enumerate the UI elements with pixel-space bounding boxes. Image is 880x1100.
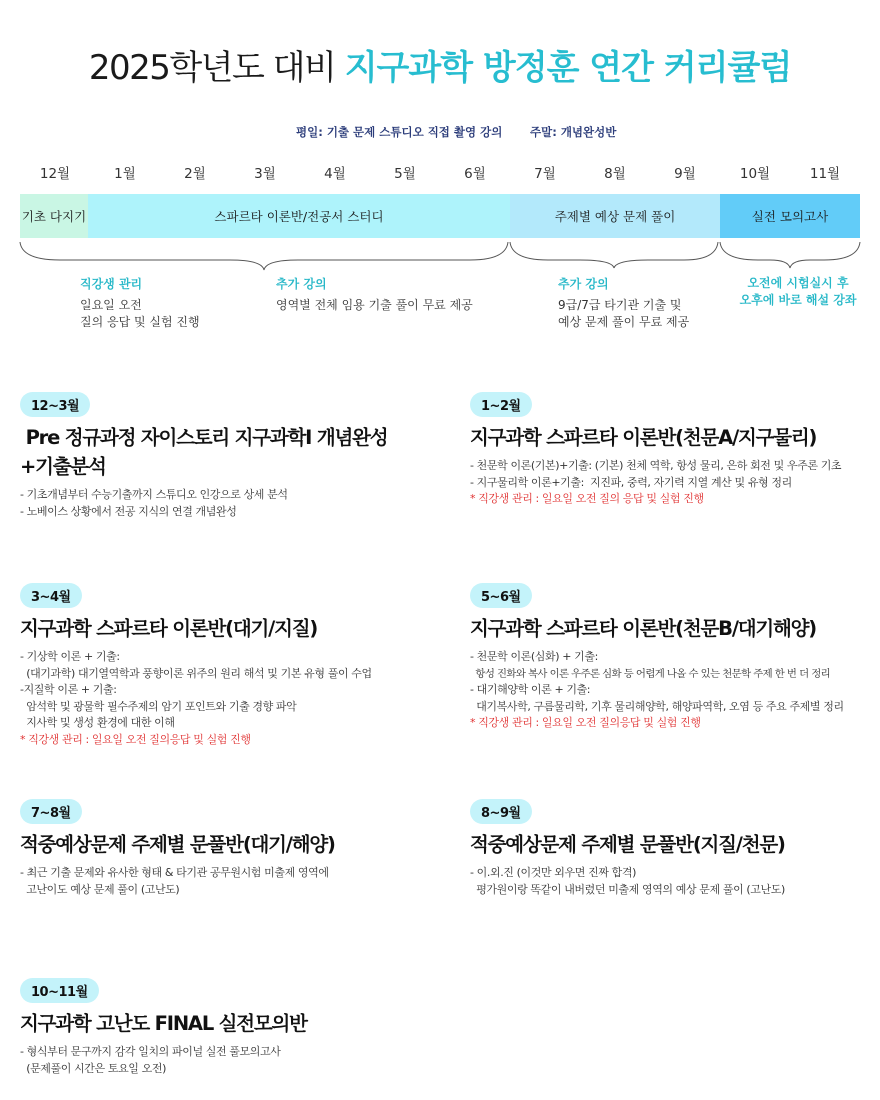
course-title-line: +기출분석 [20, 455, 106, 478]
course-details [20, 1044, 440, 1077]
period-badge: 12~3월 [20, 392, 90, 417]
course-block [20, 799, 440, 898]
course-title [20, 1009, 440, 1038]
month-label: 12월 [39, 166, 71, 182]
month-label: 4월 [324, 166, 346, 182]
course-detail-line: - 형식부터 문구까지 감각 일치의 파이널 실전 풀모의고사 [20, 1045, 281, 1058]
title-accent: 지구과학 방정훈 연간 커리큘럼 [344, 48, 792, 88]
course-detail-line: * 직강생 관리 : 일요일 오전 질의응답 및 실험 진행 [20, 732, 251, 746]
course-detail-line: * 직강생 관리 : 일요일 오전 질의응답 및 실험 진행 [470, 716, 701, 729]
course-title-line: Pre 정규과정 자이스토리 지구과학I 개념완성 [20, 426, 388, 449]
course-details [20, 865, 440, 898]
course-title [20, 423, 440, 481]
month-label: 11월 [809, 166, 841, 182]
course-block [470, 799, 875, 898]
timeline-segment-sparta [88, 194, 510, 238]
course-block [20, 392, 440, 520]
course-detail-line: - 천문학 이론(기본)+기출: (기본) 천체 역학, 항성 물리, 은하 회전 및 우주론 기초 [470, 459, 842, 472]
note-heading [730, 275, 866, 309]
period-badge: 1~2월 [470, 392, 532, 417]
course-title-line: 지구과학 스파르타 이론반(천문A/지구물리) [470, 426, 817, 449]
course-title-line: 지구과학 고난도 FINAL 실전모의반 [20, 1012, 307, 1035]
note-line: 예상 문제 풀이 무료 제공 [558, 315, 690, 329]
course-detail-line: 고난이도 예상 문제 풀이 (고난도) [20, 882, 180, 896]
period-badge: 3~4월 [20, 583, 82, 608]
course-detail-line: (문제풀이 시간은 토요일 오전) [20, 1061, 166, 1075]
period-badge: 10~11월 [20, 978, 99, 1003]
note-line: 일요일 오전 [80, 298, 142, 312]
month-label: 6월 [464, 166, 486, 182]
course-detail-line: - 천문학 이론(심화) + 기출: [470, 650, 598, 663]
course-title-line: 지구과학 스파르타 이론반(천문B/대기해양) [470, 617, 817, 640]
course-detail-line: * 직강생 관리 : 일요일 오전 질의 응답 및 실험 진행 [470, 492, 704, 505]
period-badge: 5~6월 [470, 583, 532, 608]
course-details [470, 649, 875, 732]
timeline-segment-label: 기초 다지기 [21, 209, 87, 224]
course-detail-line: - 기상학 이론 + 기출: [20, 650, 120, 663]
note-heading: 추가 강의 [558, 277, 609, 291]
timeline-segment-topic [510, 194, 720, 238]
timeline-segment-label: 스파르타 이론반/전공서 스터디 [214, 209, 384, 224]
course-details [470, 865, 875, 898]
note-heading: 추가 강의 [276, 277, 327, 291]
timeline-segment-label: 실전 모의고사 [751, 209, 829, 224]
note-line: 영역별 전체 임용 기출 풀이 무료 제공 [276, 298, 473, 312]
course-detail-line: - 이.외.진 (이것만 외우면 진짜 합격) [470, 866, 636, 879]
course-detail-line: 암석학 및 광물학 필수주제의 암기 포인트와 기출 경향 파악 [20, 699, 297, 713]
timeline-segment-label: 주제별 예상 문제 풀이 [554, 209, 676, 224]
title-year: 2025학년도 대비 [88, 48, 336, 88]
course-block [20, 978, 440, 1077]
month-label: 1월 [114, 166, 136, 182]
course-block [20, 583, 440, 748]
course-detail-line: - 최근 기출 문제와 유사한 형태 & 타기관 공무원시험 미출제 영역에 [20, 866, 329, 879]
course-detail-line: 대기복사학, 구름물리학, 기후 물리해양학, 해양파역학, 오염 등 주요 주제별 정리 [470, 699, 844, 713]
note-line: 오전에 시험실시 후 [747, 276, 849, 290]
period-badge: 7~8월 [20, 799, 82, 824]
course-detail-line: 지사학 및 생성 환경에 대한 이해 [20, 716, 175, 729]
course-detail-line: - 기초개념부터 수능기출까지 스튜디오 인강으로 상세 분석 [20, 488, 288, 501]
course-detail-line: - 노베이스 상황에서 전공 지식의 연결 개념완성 [20, 504, 237, 518]
note-heading: 직강생 관리 [80, 277, 143, 291]
month-label: 2월 [184, 166, 206, 182]
course-details [20, 649, 440, 748]
page-title [0, 40, 880, 89]
timeline-braces [0, 238, 880, 272]
note-line: 오후에 바로 해설 강좌 [739, 293, 857, 307]
course-title [470, 423, 875, 452]
course-block [470, 583, 875, 732]
month-label: 3월 [254, 166, 276, 182]
timeline-segment-mock [720, 194, 860, 238]
note-body [80, 297, 200, 331]
note-body [558, 297, 689, 331]
month-label: 9월 [674, 166, 696, 182]
course-detail-line: - 대기해양학 이론 + 기출: [470, 683, 591, 696]
course-title-line: 지구과학 스파르타 이론반(대기/지질) [20, 617, 318, 640]
note-body [276, 297, 473, 314]
weekday-schedule: 평일: 기출 문제 스튜디오 직접 촬영 강의 [296, 125, 503, 139]
course-title-line: 적중예상문제 주제별 문풀반(대기/해양) [20, 833, 335, 856]
course-title [470, 830, 875, 859]
weekend-schedule: 주말: 개념완성반 [530, 125, 617, 139]
course-block [470, 392, 875, 508]
month-label: 5월 [394, 166, 416, 182]
course-detail-line: - 지구물리학 이론+기출: 지진파, 중력, 자기력 지열 계산 및 유형 정리 [470, 475, 792, 489]
period-badge: 8~9월 [470, 799, 532, 824]
month-label: 10월 [739, 166, 771, 182]
course-title [470, 614, 875, 643]
course-detail-line: -지질학 이론 + 기출: [20, 683, 117, 696]
course-details [20, 487, 440, 520]
month-label: 8월 [604, 166, 626, 182]
course-details [470, 458, 875, 508]
course-title [20, 830, 440, 859]
note-line: 질의 응답 및 실험 진행 [80, 315, 200, 329]
course-title [20, 614, 440, 643]
timeline-segment-basics [20, 194, 88, 238]
course-detail-line: 평가원이랑 똑같이 내버렸던 미출제 영역의 예상 문제 풀이 (고난도) [470, 882, 785, 896]
month-label: 7월 [534, 166, 556, 182]
note-line: 9급/7급 타기관 기출 및 [558, 298, 682, 312]
course-title-line: 적중예상문제 주제별 문풀반(지질/천문) [470, 833, 785, 856]
course-detail-line: 항성 진화와 복사 이론 우주론 심화 등 어렵게 나올 수 있는 천문학 주제 한 번 더 정리 [470, 667, 831, 680]
course-detail-line: (대기과학) 대기열역학과 풍향이론 위주의 원리 해석 및 기본 유형 풀이 수업 [20, 666, 372, 680]
